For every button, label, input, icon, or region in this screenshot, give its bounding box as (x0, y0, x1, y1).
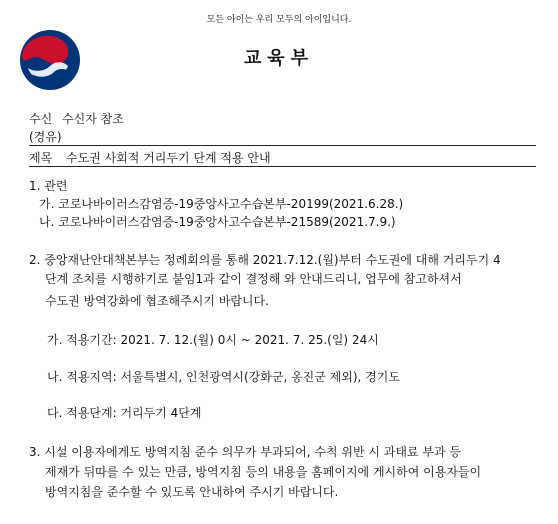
section-2-item-b: 나. 적용지역: 서울특별시, 인천광역시(강화군, 옹진군 제외), 경기도 (47, 370, 400, 384)
section-3-line-1: 3. 시설 이용자에게도 방역지침 준수 의무가 부과되어, 수칙 위반 시 과태료 부과 등 (29, 445, 461, 459)
section-3-line-3: 방역지침을 준수할 수 있도록 안내하여 주시기 바랍니다. (45, 485, 339, 499)
section-1-item-b: 나. 코로나바이러스감염증-19중앙사고수습본부-21589(2021.7.9.) (39, 215, 396, 229)
recipient-value: 수신자 참조 (62, 112, 124, 126)
recipient-line (29, 110, 124, 127)
subject-label: 제목 (29, 151, 53, 165)
section-2-line-3: 수도권 방역강화에 협조해주시기 바랍니다. (45, 294, 269, 308)
section-2-item-a: 가. 적용기간: 2021. 7. 12.(월) 0시 ~ 2021. 7. 25.(일) 24시 (47, 333, 379, 347)
ministry-title: 교육부 (243, 48, 315, 69)
divider-top (29, 145, 536, 146)
subject-line (29, 149, 271, 166)
recipient-label: 수신 (29, 112, 53, 126)
subject-value: 수도권 사회적 거리두기 단계 적용 안내 (66, 151, 271, 165)
section-2-item-c: 다. 적용단계: 거리두기 4단계 (47, 406, 202, 420)
divider-bottom (29, 166, 536, 167)
section-1-item-a: 가. 코로나바이러스감염증-19중앙사고수습본부-20199(2021.6.28.) (39, 197, 404, 211)
via-line: (경유) (29, 130, 62, 144)
section-1-title: 1. 관련 (29, 179, 68, 193)
section-2-line-1: 2. 중앙재난안대책본부는 정례회의를 통해 2021.7.12.(월)부터 수도권에 대해 거리두기 4 (29, 253, 501, 267)
section-3-line-2: 제재가 뒤따를 수 있는 만큼, 방역지침 등의 내용을 홈페이지에 게시하여 이용자들이 (45, 465, 482, 479)
slogan-text: 모든 아이는 우리 모두의 아이입니다. (206, 15, 352, 25)
section-2-line-2: 단계 조치를 시행하기로 붙임1과 같이 결정해 와 안내드리니, 업무에 참고하셔서 (45, 272, 462, 286)
